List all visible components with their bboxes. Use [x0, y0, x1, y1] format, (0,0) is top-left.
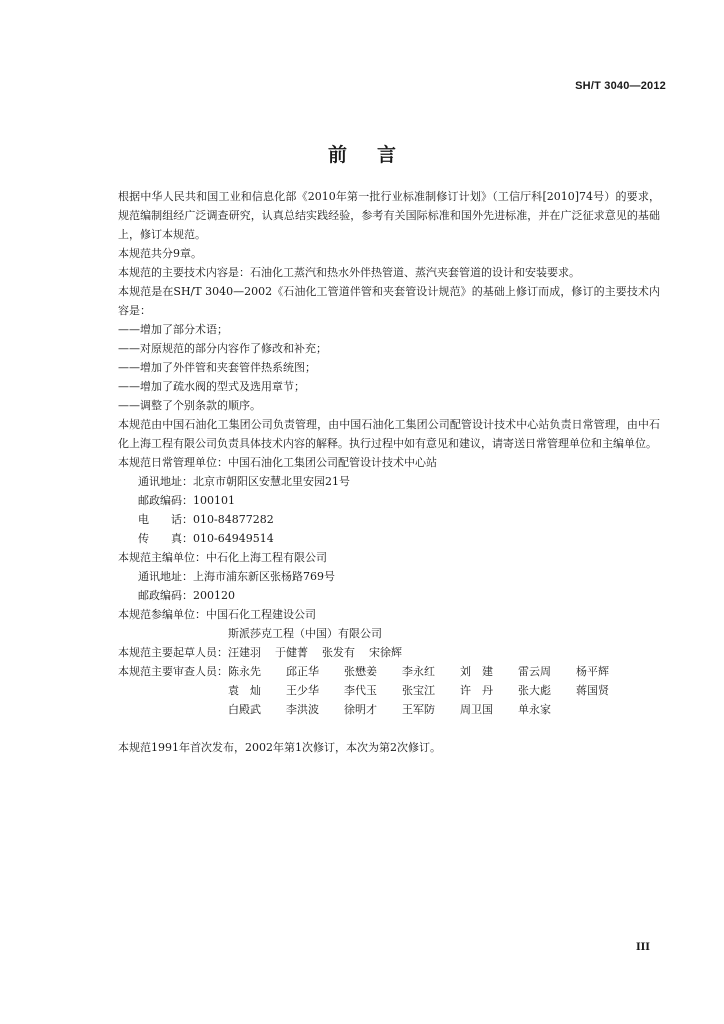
address-value: 上海市浦东新区张杨路769号 [193, 570, 335, 583]
reviewer-name: 蒋国贤 [576, 684, 609, 697]
fax-value: 010-64949514 [193, 532, 274, 545]
history-paragraph: 本规范1991年首次发布，2002年第1次修订，本次为第2次修订。 [118, 741, 441, 754]
drafters-label: 本规范主要起草人员： [118, 646, 228, 659]
reviewer-name: 杨平辉 [576, 665, 609, 678]
main-content-paragraph: 本规范的主要技术内容是：石油化工蒸汽和热水外伴热管道、蒸汽夹套管道的设计和安装要求。 [118, 266, 580, 279]
reviewer-name: 李代玉 [344, 684, 377, 697]
daily-unit-phone [94, 510, 660, 529]
reviewers-label: 本规范主要审查人员： [118, 665, 228, 678]
reviewer-name: 陈永先 [228, 665, 261, 678]
address-value: 北京市朝阳区安慧北里安园21号 [193, 475, 350, 488]
reviewer-name: 王军防 [402, 703, 435, 716]
reviewers-block [94, 662, 660, 719]
phone-label: 电 话： [138, 513, 193, 526]
daily-unit-name: 中国石油化工集团公司配管设计技术中心站 [228, 456, 437, 469]
change-item: ——调整了个别条款的顺序。 [118, 399, 261, 412]
reviewer-name: 许 丹 [460, 684, 493, 697]
drafter-name: 于健菁 [275, 646, 308, 659]
postcode-label: 邮政编码： [138, 494, 193, 507]
daily-unit-postcode [94, 491, 660, 510]
change-item: ——增加了疏水阀的型式及选用章节； [118, 380, 305, 393]
chief-unit-name: 中石化上海工程有限公司 [206, 551, 327, 564]
reviewer-name: 邱正华 [286, 665, 319, 678]
document-body [94, 187, 660, 757]
drafter-name: 张发有 [322, 646, 355, 659]
participating-unit-line [94, 605, 660, 624]
change-item: ——增加了外伴管和夹套管伴热系统图； [118, 361, 316, 374]
phone-value: 010-84877282 [193, 513, 274, 526]
reviewer-name: 张懋姜 [344, 665, 377, 678]
drafters-line [94, 643, 660, 662]
management-paragraph: 本规范由中国石油化工集团公司负责管理，由中国石油化工集团公司配管设计技术中心站负责日常管理，由中石化上海工程有限公司负责具体技术内容的解释。执行过程中如有意见和建议，请寄送日常管理单位和主编单位。 [118, 418, 660, 450]
participating-unit-2-line [94, 624, 660, 643]
reviewer-name: 周卫国 [460, 703, 493, 716]
reviewer-name: 白殿武 [228, 703, 261, 716]
address-label: 通讯地址： [138, 570, 193, 583]
participating-unit-2: 斯派莎克工程（中国）有限公司 [228, 627, 382, 640]
reviewer-name: 徐明才 [344, 703, 377, 716]
reviewer-name: 张大彪 [518, 684, 551, 697]
intro-paragraph: 根据中华人民共和国工业和信息化部《2010年第一批行业标准制修订计划》（工信厅科[2010]74号）的要求，规范编制组经广泛调查研究，认真总结实践经验，参考有关国际标准和国外先进标准，并在广泛征求意见的基础上，修订本规范。 [118, 190, 660, 241]
reviewer-name: 王少华 [286, 684, 319, 697]
participating-label: 本规范参编单位： [118, 608, 206, 621]
chapters-paragraph: 本规范共分9章。 [118, 247, 202, 260]
standard-code: SH/T 3040—2012 [575, 80, 666, 92]
change-item: ——对原规范的部分内容作了修改和补充； [118, 342, 327, 355]
chief-unit-address [94, 567, 660, 586]
daily-unit-line [94, 453, 660, 472]
drafter-name: 宋徐辉 [369, 646, 402, 659]
participating-unit-1: 中国石化工程建设公司 [206, 608, 316, 621]
address-label: 通讯地址： [138, 475, 193, 488]
reviewer-name: 雷云周 [518, 665, 551, 678]
daily-unit-fax [94, 529, 660, 548]
daily-unit-label: 本规范日常管理单位： [118, 456, 228, 469]
reviewer-name: 李洪波 [286, 703, 319, 716]
reviewer-name: 袁 灿 [228, 684, 261, 697]
spacer [94, 719, 660, 738]
change-item: ——增加了部分术语； [118, 323, 228, 336]
chief-unit-label: 本规范主编单位： [118, 551, 206, 564]
reviewer-name: 单永家 [518, 703, 551, 716]
fax-label: 传 真： [138, 532, 193, 545]
page-title: 前言 [327, 144, 426, 166]
daily-unit-address [94, 472, 660, 491]
page-number: III [635, 942, 650, 953]
postcode-value: 100101 [193, 494, 235, 507]
reviewer-name: 李永红 [402, 665, 435, 678]
postcode-label: 邮政编码： [138, 589, 193, 602]
revision-basis-paragraph: 本规范是在SH/T 3040—2002《石油化工管道伴管和夹套管设计规范》的基础上修订而成，修订的主要技术内容是： [118, 285, 660, 317]
reviewer-name: 张宝江 [402, 684, 435, 697]
drafter-name: 汪建羽 [228, 646, 261, 659]
chief-unit-postcode [94, 586, 660, 605]
chief-unit-line [94, 548, 660, 567]
reviewer-name: 刘 建 [460, 665, 493, 678]
postcode-value: 200120 [193, 589, 235, 602]
reviewer-names [228, 662, 648, 719]
